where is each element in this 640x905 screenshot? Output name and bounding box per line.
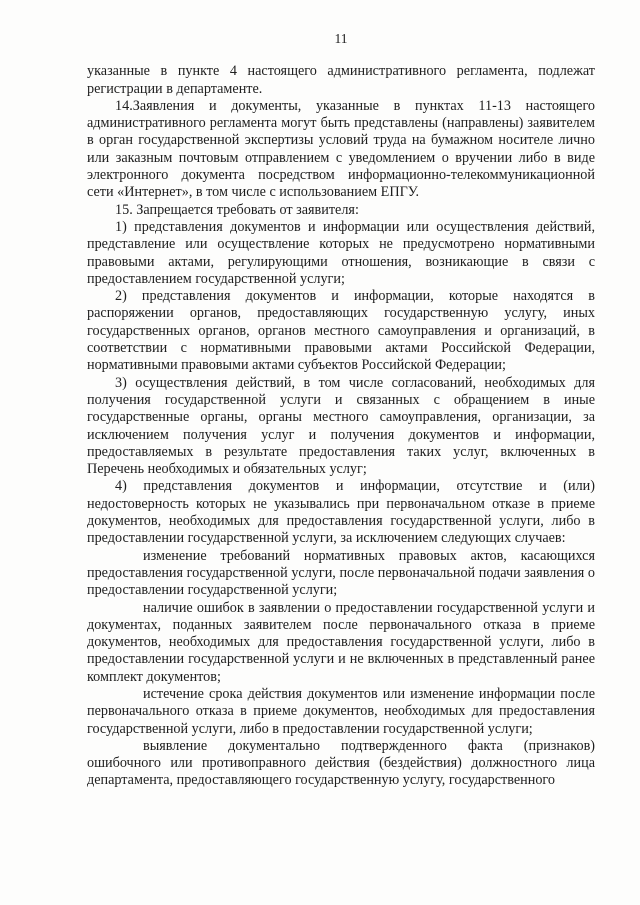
paragraph-item-14: 14.Заявления и документы, указанные в пунктах 11-13 настоящего административного регламента могут быть представлены (направлены) заявителем в орган государственной экспертизы условий труда на бумажном носителе лично или заказным почтовым отправлением с уведомлением о вручении либо в виде электронного документа посредством информационно-телекоммуникационной сети «Интернет», в том числе с использованием ЕПГУ. — [87, 97, 595, 201]
list-item-1: 1) представления документов и информации или осуществления действий, представление или осуществление которых не предусмотрено нормативными правовыми актами, регулирующими отношения, возникающие в связи с предоставлением государственной услуги; — [87, 218, 595, 287]
list-item-3: 3) осуществления действий, в том числе согласований, необходимых для получения государственной услуги и связанных с обращением в иные государственные органы, органы местного самоуправления, организации, за исключением получения услуг и получения документов и информации, предоставляемых в результате предоставления таких услуг, включенных в Перечень необходимых и обязательных услуг; — [87, 374, 595, 478]
case-item-errors: наличие ошибок в заявлении о предоставлении государственной услуги и документах, поданных заявителем после первоначального отказа в приеме документов, необходимых для предоставления государственной услуги, либо в предоставлении государственной услуги и не включенных в представленный ранее комплект документов; — [87, 599, 595, 685]
case-item-requirements-change: изменение требований нормативных правовых актов, касающихся предоставления государственной услуги, после первоначальной подачи заявления о предоставлении государственной услуги; — [87, 547, 595, 599]
paragraph-item-15: 15. Запрещается требовать от заявителя: — [115, 201, 359, 218]
list-item-4: 4) представления документов и информации, отсутствие и (или) недостоверность которых не указывались при первоначальном отказе в приеме документов, необходимых для предоставления государственной услуги, либо в предоставлении государственной услуги, за исключением следующих случаев: — [87, 478, 595, 547]
page-number: 11 — [334, 31, 348, 46]
case-item-expiry: истечение срока действия документов или изменение информации после первоначального отказа в приеме документов, необходимых для предоставления государственной услуги, либо в предоставлении государственной услуги; — [87, 685, 595, 737]
paragraph-continuation: указанные в пункте 4 настоящего административного регламента, подлежат регистрации в департаменте. — [87, 63, 595, 97]
list-item-2: 2) представления документов и информации, которые находятся в распоряжении органов, предоставляющих государственную услугу, иных государственных органов, органов местного самоуправления и организаций, в соответствии с нормативными правовыми актами Российской Федерации, нормативными правовыми актами субъектов Российской Федерации; — [87, 288, 595, 374]
case-item-fact-detection: выявление документально подтвержденного факта (признаков) ошибочного или противоправного действия (бездействия) должностного лица департамента, предоставляющего государственную услугу, государственного — [87, 737, 595, 789]
